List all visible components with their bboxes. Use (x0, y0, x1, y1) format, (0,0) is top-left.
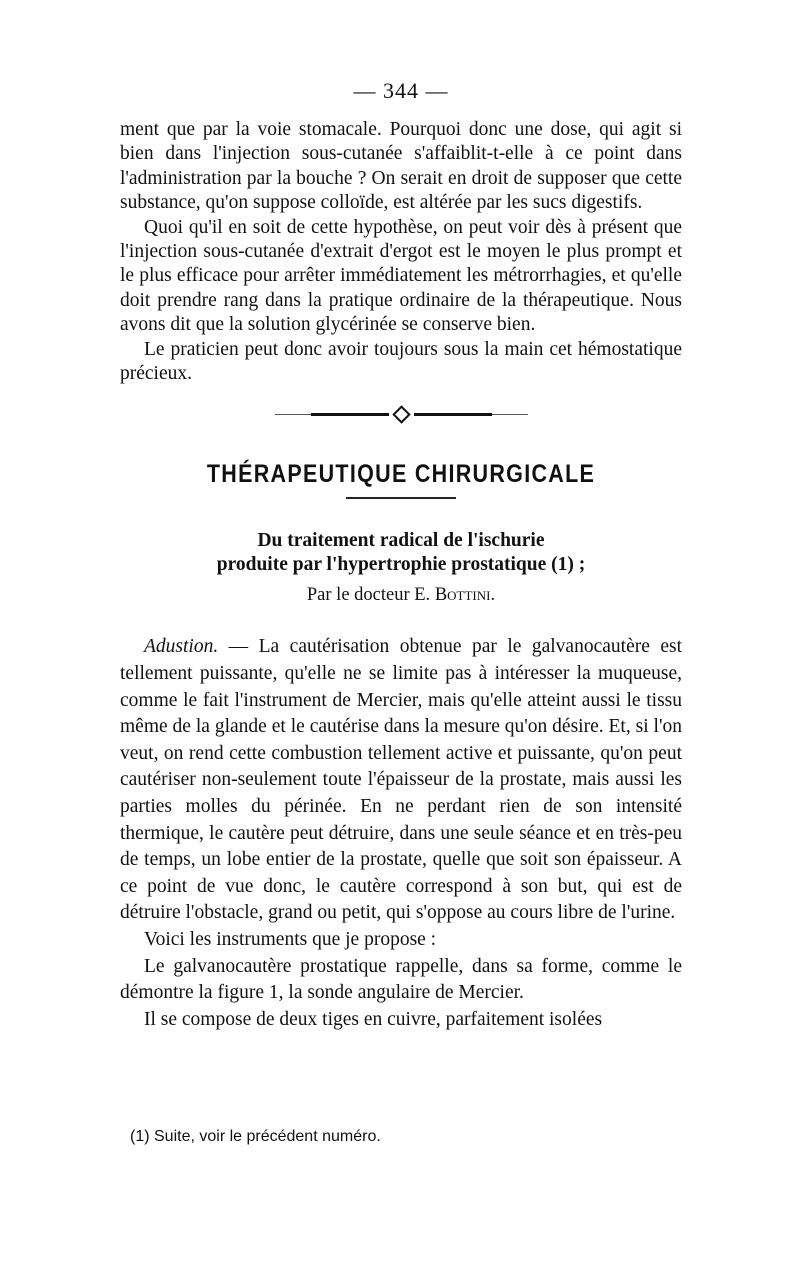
paragraph-text: Le galvanocautère prostatique rappelle, dans sa forme, comme le démontre la figure 1, la sonde angulaire de Mercier. (120, 955, 682, 1004)
page-number: — 344 — (353, 78, 449, 103)
section-heading: THÉRAPEUTIQUE CHIRURGICALE (206, 460, 596, 489)
byline-prefix: Par le docteur E. (306, 585, 431, 606)
separator-line (492, 414, 528, 415)
separator-line (414, 413, 492, 416)
paragraph-text: — La cautérisation obtenue par le galvanocautère est tellement puissante, qu'elle ne se limite pas à intéresser la muqueuse, comme le fait l'instrument de Mercier, mais qu'elle atteint aussi le tissu même de la glande et le cautérise dans la mesure qu'on désire. Et, si l'on veut, on rend cette combustion tellement active et puissante, qu'on peut cautériser non-seulement toute l'épaisseur de la prostate, mais aussi les parties molles du périnée. En ne perdant rien de son intensité thermique, le cautère peut détruire, dans une seule séance et en très-peu de temps, un lobe entier de la prostate, quelle que soit son épaisseur. A ce point de vue donc, le cautère correspond à son but, qui est de détruire l'obstacle, grand ou petit, qui s'oppose au cours libre de l'urine. (120, 636, 682, 924)
paragraph (120, 927, 682, 954)
article-title: produite par l'hypertrophie prostatique (1) ; (216, 554, 586, 576)
article-body (120, 634, 682, 1033)
continued-text (120, 118, 682, 386)
paragraph-lead: Adustion. (144, 636, 219, 658)
heading-rule (346, 497, 456, 499)
footnote: (1) Suite, voir le précédent numéro. (130, 1128, 381, 1145)
separator-line (311, 413, 389, 416)
paragraph: Quoi qu'il en soit de cette hypothèse, on peut voir dès à présent que l'injection sous-cutanée d'extrait d'ergot est le moyen le plus prompt et le plus efficace pour arrêter immédiatement les métrorrhagies, et qu'elle doit prendre rang dans la pratique ordinaire de la thérapeutique. Nous avons dit que la solution glycérinée se conserve bien. (120, 216, 682, 336)
paragraph (120, 1007, 682, 1034)
paragraph (120, 634, 682, 927)
paragraph: ment que par la voie stomacale. Pourquoi donc une dose, qui agit si bien dans l'injection sous-cutanée s'affaiblit-t-elle à ce point dans l'administration par la bouche ? On serait en droit de supposer que cette substance, qu'on suppose colloïde, est altérée par les sucs digestifs. (120, 119, 682, 214)
ornamental-separator (120, 404, 682, 424)
separator-line (275, 414, 311, 415)
byline-author: Bottini. (434, 585, 496, 606)
paragraph: Le praticien peut donc avoir toujours sous la main cet hémostatique précieux. (120, 338, 682, 385)
page (120, 78, 682, 1033)
article-title: Du traitement radical de l'ischurie (257, 530, 545, 552)
separator-diamond-icon (392, 405, 410, 423)
paragraph (120, 954, 682, 1007)
paragraph-text: Voici les instruments que je propose : (144, 929, 437, 950)
paragraph-text: Il se compose de deux tiges en cuivre, parfaitement isolées (144, 1008, 603, 1030)
byline (120, 585, 682, 606)
